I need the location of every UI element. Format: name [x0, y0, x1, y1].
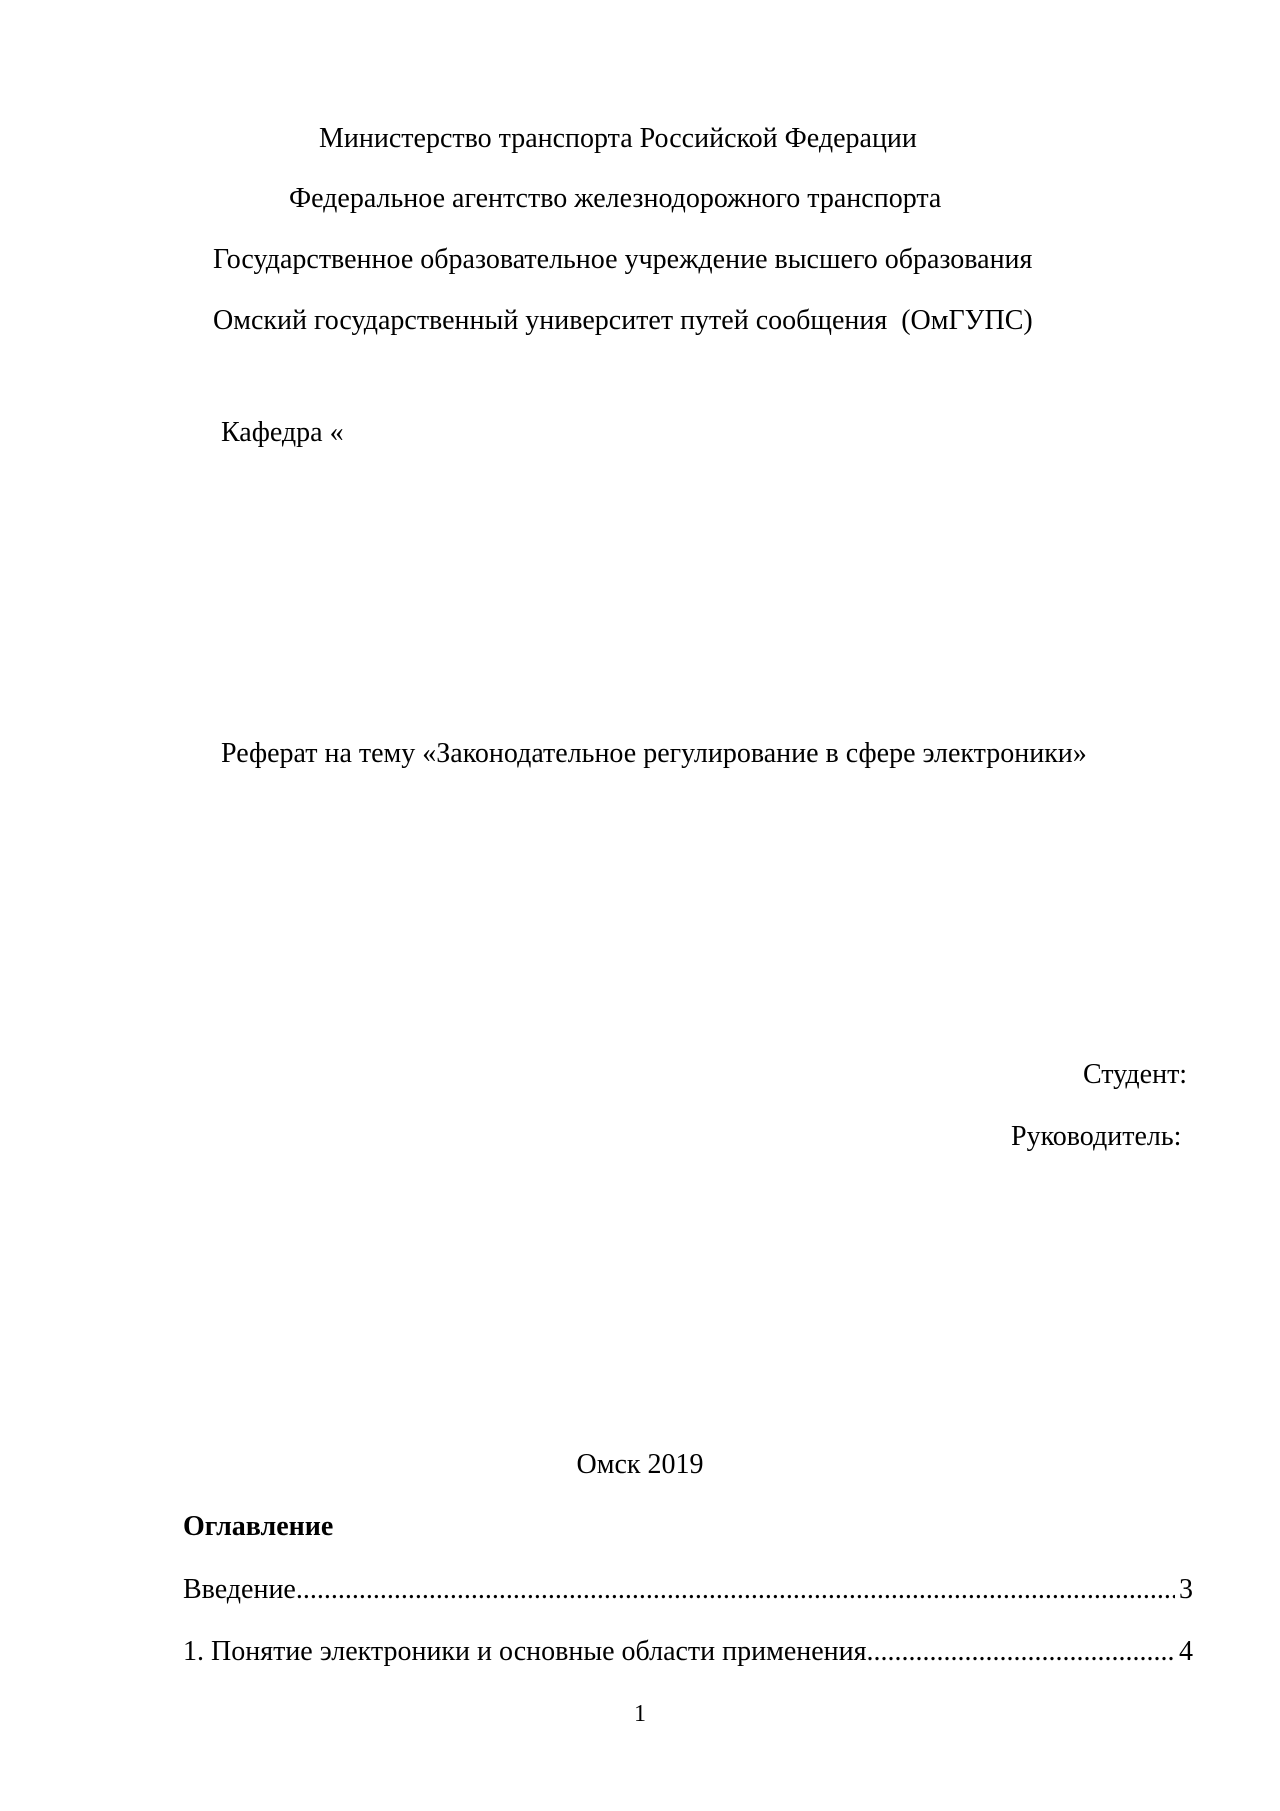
- toc-item[interactable]: [183, 1573, 1193, 1607]
- supervisor-label: Руководитель:: [1011, 1121, 1182, 1152]
- toc-heading: Оглавление: [183, 1511, 334, 1542]
- toc-item-page: 3: [1179, 1574, 1193, 1605]
- toc-item-label: 1. Понятие электроники и основные области применения: [183, 1636, 867, 1667]
- student-label: Студент:: [1083, 1059, 1188, 1090]
- toc-item-page: 4: [1179, 1636, 1193, 1667]
- agency-line: Федеральное агентство железнодорожного транспорта: [289, 183, 942, 214]
- report-title: Реферат на тему «Законодательное регулирование в сфере электроники»: [221, 738, 1087, 769]
- toc-item[interactable]: [183, 1635, 1193, 1669]
- toc-leader-dots: [867, 1635, 1175, 1669]
- ministry-line: Министерство транспорта Российской Федерации: [319, 123, 917, 154]
- city-year: Омск 2019: [576, 1449, 704, 1480]
- toc-leader-dots: [296, 1573, 1175, 1607]
- institution-type-line: Государственное образовательное учреждение высшего образования: [213, 244, 1033, 275]
- toc-item-label: Введение: [183, 1574, 296, 1605]
- university-line: Омский государственный университет путей сообщения (ОмГУПС): [213, 305, 1033, 336]
- page-number: 1: [634, 1701, 646, 1727]
- department-line: Кафедра «: [221, 417, 344, 448]
